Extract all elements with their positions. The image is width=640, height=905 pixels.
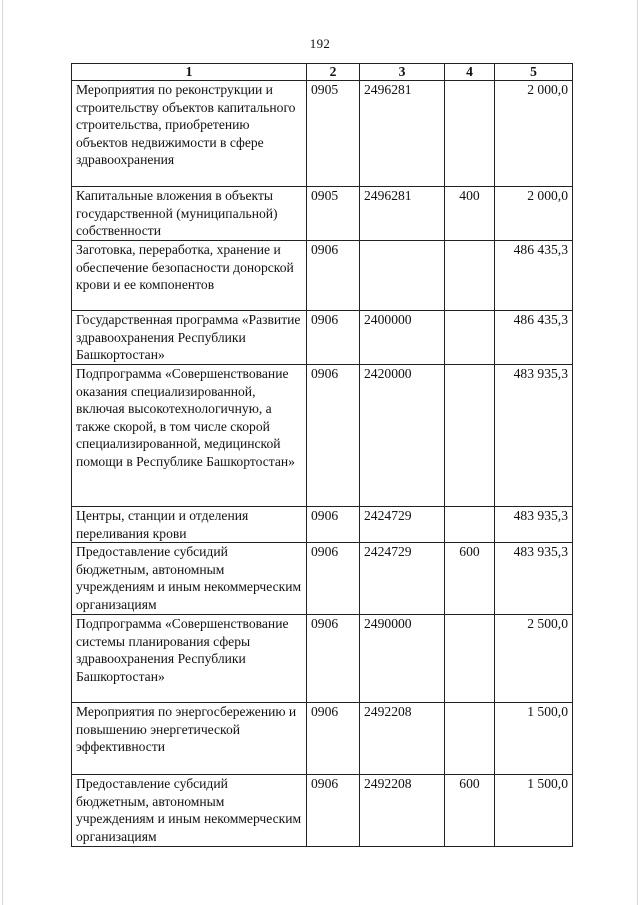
row-expense-type-cell bbox=[445, 81, 495, 187]
row-name-cell: Капитальные вложения в объекты государственной (муниципальной) собственности bbox=[72, 187, 307, 241]
row-section-code-cell: 0906 bbox=[307, 507, 360, 543]
row-name-cell: Подпрограмма «Совершенствование системы планирования сферы здравоохранения Республики Башкортостан» bbox=[72, 615, 307, 703]
row-name-cell: Мероприятия по реконструкции и строительству объектов капитального строительства, приобретению объектов недвижимости в сфере здравоохранения bbox=[72, 81, 307, 187]
row-target-item-cell: 2492208 bbox=[360, 775, 445, 847]
row-target-item-cell: 2400000 bbox=[360, 311, 445, 365]
row-expense-type-cell bbox=[445, 507, 495, 543]
row-amount-cell: 2 000,0 bbox=[495, 187, 573, 241]
row-name-cell: Заготовка, переработка, хранение и обеспечение безопасности донорской крови и ее компонентов bbox=[72, 241, 307, 311]
row-section-code-cell: 0906 bbox=[307, 703, 360, 775]
row-amount-cell: 1 500,0 bbox=[495, 775, 573, 847]
table-row bbox=[72, 507, 573, 543]
row-amount-cell: 2 500,0 bbox=[495, 615, 573, 703]
row-section-code-cell: 0906 bbox=[307, 365, 360, 507]
row-section-code-cell: 0906 bbox=[307, 241, 360, 311]
row-expense-type-cell: 400 bbox=[445, 187, 495, 241]
header-col-3: 3 bbox=[360, 64, 445, 81]
row-amount-cell: 486 435,3 bbox=[495, 241, 573, 311]
row-section-code-cell: 0906 bbox=[307, 543, 360, 615]
row-section-code-cell: 0906 bbox=[307, 775, 360, 847]
table-row bbox=[72, 187, 573, 241]
row-amount-cell: 2 000,0 bbox=[495, 81, 573, 187]
row-name-cell: Предоставление субсидий бюджетным, автономным учреждениям и иным некоммерческим организациям bbox=[72, 775, 307, 847]
row-expense-type-cell bbox=[445, 241, 495, 311]
table-row bbox=[72, 241, 573, 311]
scan-edge-right bbox=[637, 0, 638, 905]
row-amount-cell: 483 935,3 bbox=[495, 543, 573, 615]
row-amount-cell: 486 435,3 bbox=[495, 311, 573, 365]
row-target-item-cell: 2424729 bbox=[360, 507, 445, 543]
row-target-item-cell: 2490000 bbox=[360, 615, 445, 703]
row-amount-cell: 483 935,3 bbox=[495, 365, 573, 507]
row-expense-type-cell bbox=[445, 703, 495, 775]
row-name-cell: Подпрограмма «Совершенствование оказания специализированной, включая высокотехнологичную, а также скорой, в том числе скорой специализированной, медицинской помощи в Республике Башкортостан» bbox=[72, 365, 307, 507]
table-row bbox=[72, 703, 573, 775]
budget-table bbox=[71, 63, 573, 847]
header-col-4: 4 bbox=[445, 64, 495, 81]
row-name-cell: Центры, станции и отделения переливания крови bbox=[72, 507, 307, 543]
table-header-row bbox=[72, 64, 573, 81]
row-section-code-cell: 0905 bbox=[307, 187, 360, 241]
row-amount-cell: 483 935,3 bbox=[495, 507, 573, 543]
table-row bbox=[72, 365, 573, 507]
table-row bbox=[72, 81, 573, 187]
table-row bbox=[72, 543, 573, 615]
row-expense-type-cell bbox=[445, 311, 495, 365]
row-target-item-cell: 2496281 bbox=[360, 81, 445, 187]
row-expense-type-cell bbox=[445, 365, 495, 507]
table-row bbox=[72, 311, 573, 365]
row-name-cell: Предоставление субсидий бюджетным, автономным учреждениям и иным некоммерческим организациям bbox=[72, 543, 307, 615]
header-col-1: 1 bbox=[72, 64, 307, 81]
row-expense-type-cell: 600 bbox=[445, 543, 495, 615]
row-target-item-cell: 2496281 bbox=[360, 187, 445, 241]
row-section-code-cell: 0905 bbox=[307, 81, 360, 187]
row-expense-type-cell: 600 bbox=[445, 775, 495, 847]
page-number: 192 bbox=[309, 36, 331, 51]
scan-edge-left bbox=[2, 0, 3, 905]
table-row bbox=[72, 615, 573, 703]
row-name-cell: Мероприятия по энергосбережению и повышению энергетической эффективности bbox=[72, 703, 307, 775]
row-section-code-cell: 0906 bbox=[307, 311, 360, 365]
row-name-cell: Государственная программа «Развитие здравоохранения Республики Башкортостан» bbox=[72, 311, 307, 365]
table-row bbox=[72, 775, 573, 847]
row-target-item-cell: 2492208 bbox=[360, 703, 445, 775]
row-section-code-cell: 0906 bbox=[307, 615, 360, 703]
header-col-5: 5 bbox=[495, 64, 573, 81]
row-target-item-cell: 2420000 bbox=[360, 365, 445, 507]
row-expense-type-cell bbox=[445, 615, 495, 703]
row-target-item-cell: 2424729 bbox=[360, 543, 445, 615]
row-amount-cell: 1 500,0 bbox=[495, 703, 573, 775]
row-target-item-cell bbox=[360, 241, 445, 311]
header-col-2: 2 bbox=[307, 64, 360, 81]
